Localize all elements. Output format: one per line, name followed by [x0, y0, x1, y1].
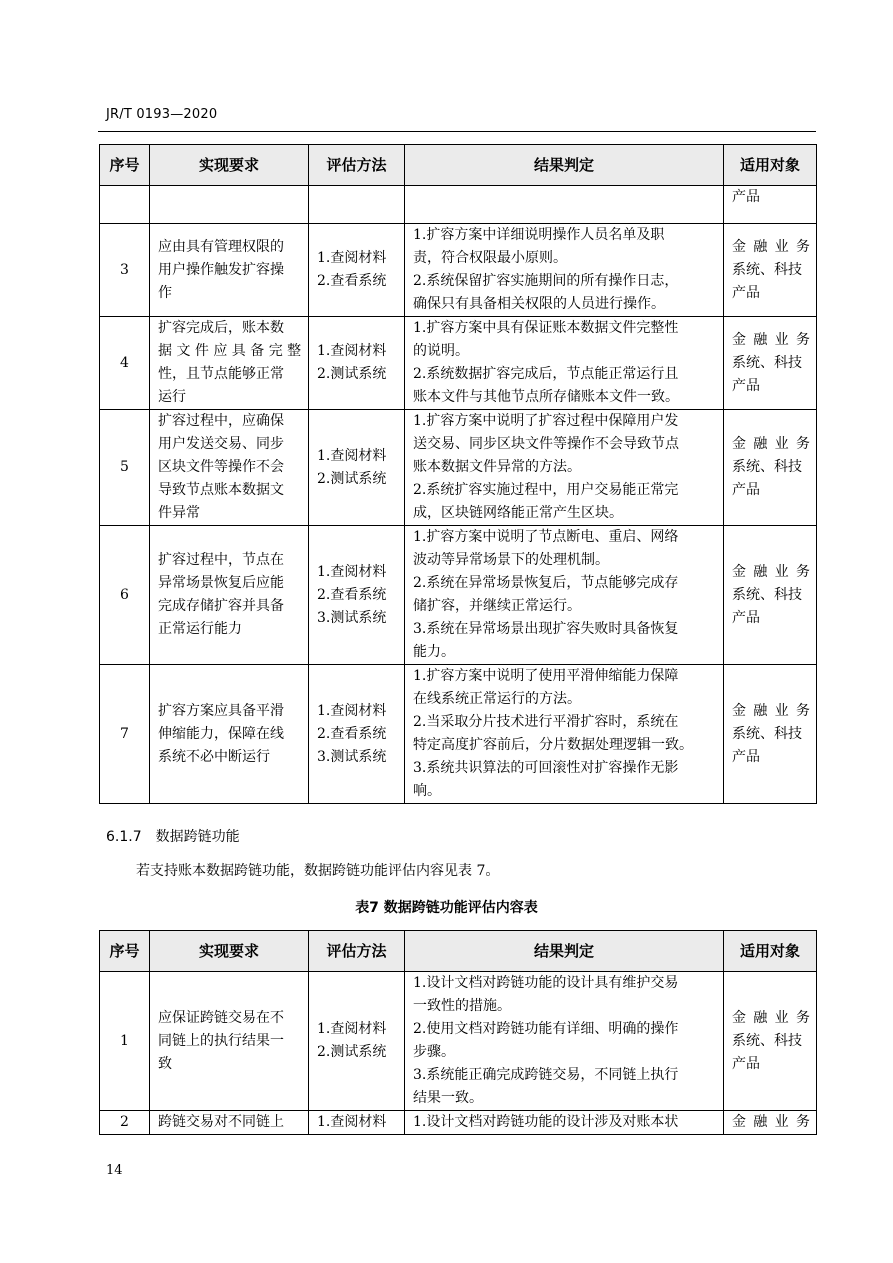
target-line: 金 融 业 务	[732, 436, 810, 452]
result-line: 2.当采取分片技术进行平滑扩容时，系统在	[413, 714, 679, 730]
requirement-line: 扩容完成后，账本数	[158, 320, 284, 336]
result-line: 响。	[413, 783, 441, 799]
result-line: 3.系统能正确完成跨链交易，不同链上执行	[413, 1067, 679, 1083]
result-line: 确保只有具备相关权限的人员进行操作。	[413, 296, 665, 312]
result-line: 1.扩容方案中说明了使用平滑伸缩能力保障	[413, 668, 679, 684]
result-line: 1.扩容方案中说明了节点断电、重启、网络	[413, 529, 679, 545]
requirement-line: 扩容过程中，应确保	[158, 413, 284, 429]
requirement-line: 运行	[158, 389, 186, 405]
result-line: 储扩容，并继续正常运行。	[413, 598, 581, 614]
requirement-line: 导致节点账本数据文	[158, 482, 284, 498]
target-line: 产品	[732, 1055, 760, 1072]
method-line: 2.测试系统	[317, 366, 387, 382]
cell-target	[724, 526, 817, 665]
result-line: 2.系统数据扩容完成后，节点能正常运行且	[413, 366, 679, 382]
row-number: 3	[120, 261, 129, 278]
table-row	[100, 410, 817, 526]
table-caption: 表7 数据跨链功能评估内容表	[355, 900, 538, 916]
page-number: 14	[106, 1163, 123, 1178]
table-row-continuation	[100, 186, 817, 224]
target-line: 金 融 业 务	[732, 238, 810, 255]
table-row	[100, 526, 817, 665]
cell-method	[309, 665, 405, 804]
table-header-row	[100, 145, 817, 186]
target-line: 系统、科技	[732, 354, 802, 371]
cell-requirement	[150, 526, 309, 665]
cell-requirement	[150, 410, 309, 526]
cell-target	[724, 1111, 817, 1135]
cell-target	[724, 186, 817, 224]
cell-num	[100, 410, 150, 526]
column-header-method: 评估方法	[309, 145, 405, 186]
result-line: 账本文件与其他节点所存储账本文件一致。	[413, 389, 679, 405]
cell-target	[724, 224, 817, 317]
section-number: 6.1.7	[106, 829, 142, 845]
requirement-line: 区块文件等操作不会	[158, 459, 284, 475]
requirement-line: 完成存储扩容并具备	[158, 598, 284, 614]
result-line: 特定高度扩容前后，分片数据处理逻辑一致。	[413, 737, 693, 753]
method-line: 2.测试系统	[317, 1044, 387, 1060]
target-line: 金 融 业 务	[732, 702, 810, 719]
requirement-line: 同链上的执行结果一	[158, 1032, 284, 1049]
method-line: 1.查阅材料	[317, 250, 387, 266]
method-line: 2.测试系统	[317, 470, 387, 487]
requirement-line: 用户操作触发扩容操	[158, 261, 284, 278]
cell-result	[405, 224, 724, 317]
table-header-row	[100, 931, 817, 972]
method-line: 1.查阅材料	[317, 702, 387, 719]
row-number: 1	[120, 1032, 129, 1049]
column-header-method: 评估方法	[309, 931, 405, 972]
target-line: 系统、科技	[732, 1032, 802, 1049]
cell-method	[309, 410, 405, 526]
target-line: 金 融 业 务	[732, 1009, 810, 1026]
row-number: 6	[120, 586, 129, 603]
result-line: 1.扩容方案中详细说明操作人员名单及职	[413, 227, 665, 243]
method-line: 1.查阅材料	[317, 447, 387, 464]
result-line: 2.系统扩容实施过程中，用户交易能正常完	[413, 482, 679, 498]
method-line: 3.测试系统	[317, 748, 387, 765]
requirement-line: 性，且节点能够正常	[158, 366, 284, 382]
cell-target	[724, 665, 817, 804]
target-line: 金 融 业 务	[732, 1114, 810, 1130]
requirement-line: 作	[158, 284, 172, 301]
body-paragraph: 若支持账本数据跨链功能，数据跨链功能评估内容见表 7。	[136, 863, 500, 879]
cell-result	[405, 186, 724, 224]
cell-result	[405, 526, 724, 665]
cell-target	[724, 410, 817, 526]
column-header-requirement: 实现要求	[150, 145, 309, 186]
requirement-line: 据 文 件 应 具 备 完 整	[158, 343, 302, 359]
column-header-target: 适用对象	[724, 145, 817, 186]
standard-id: JR/T 0193—2020	[106, 107, 218, 122]
requirement-line: 应由具有管理权限的	[158, 238, 284, 255]
row-number: 7	[120, 725, 129, 742]
cell-num	[100, 224, 150, 317]
requirement-line: 用户发送交易、同步	[158, 436, 284, 452]
cell-method	[309, 317, 405, 410]
requirement-line: 系统不必中断运行	[158, 748, 270, 765]
result-line: 1.扩容方案中具有保证账本数据文件完整性	[413, 320, 679, 336]
requirement-line: 致	[158, 1055, 172, 1072]
method-line: 2.查看系统	[317, 273, 387, 289]
target-line: 产品	[732, 189, 760, 205]
result-line: 结果一致。	[413, 1090, 483, 1106]
cell-method	[309, 972, 405, 1111]
cross-chain-assessment-table	[99, 930, 817, 1135]
cell-requirement	[150, 972, 309, 1111]
result-line: 责，符合权限最小原则。	[413, 250, 567, 266]
result-line: 送交易、同步区块文件等操作不会导致节点	[413, 436, 679, 452]
cell-target	[724, 972, 817, 1111]
column-header-target: 适用对象	[724, 931, 817, 972]
column-header-num: 序号	[100, 145, 150, 186]
cell-num	[100, 317, 150, 410]
requirement-line: 扩容过程中，节点在	[158, 552, 284, 568]
column-header-requirement: 实现要求	[150, 931, 309, 972]
result-line: 账本数据文件异常的方法。	[413, 459, 581, 475]
requirement-line: 伸缩能力，保障在线	[158, 725, 284, 742]
result-line: 2.系统在异常场景恢复后，节点能够完成存	[413, 575, 679, 591]
requirement-line: 应保证跨链交易在不	[158, 1009, 284, 1026]
cell-requirement	[150, 1111, 309, 1135]
result-line: 成，区块链网络能正常产生区块。	[413, 505, 623, 521]
result-line: 2.使用文档对跨链功能有详细、明确的操作	[413, 1021, 679, 1037]
cell-requirement	[150, 665, 309, 804]
target-line: 金 融 业 务	[732, 563, 810, 580]
cell-result	[405, 410, 724, 526]
row-number: 2	[120, 1114, 129, 1130]
section-title: 数据跨链功能	[155, 829, 240, 845]
cell-requirement	[150, 186, 309, 224]
target-line: 金 融 业 务	[732, 331, 810, 348]
cell-method	[309, 186, 405, 224]
target-line: 产品	[732, 482, 760, 498]
row-number: 5	[120, 459, 129, 475]
target-line: 产品	[732, 284, 760, 301]
method-line: 2.查看系统	[317, 725, 387, 742]
target-line: 系统、科技	[732, 261, 802, 278]
target-line: 产品	[732, 377, 760, 394]
cell-num	[100, 526, 150, 665]
result-line: 步骤。	[413, 1044, 455, 1060]
method-line: 1.查阅材料	[317, 1114, 387, 1130]
target-line: 产品	[732, 748, 760, 765]
cell-result	[405, 972, 724, 1111]
cell-result	[405, 665, 724, 804]
result-line: 1.扩容方案中说明了扩容过程中保障用户发	[413, 413, 679, 429]
table-row	[100, 972, 817, 1111]
table-row	[100, 224, 817, 317]
target-line: 产品	[732, 609, 760, 626]
cell-method	[309, 526, 405, 665]
requirement-line: 扩容方案应具备平滑	[158, 702, 284, 719]
cell-num	[100, 186, 150, 224]
method-line: 1.查阅材料	[317, 1021, 387, 1037]
result-line: 1.设计文档对跨链功能的设计涉及对账本状	[413, 1114, 679, 1130]
method-line: 1.查阅材料	[317, 343, 387, 359]
result-line: 一致性的措施。	[413, 998, 511, 1014]
requirement-line: 跨链交易对不同链上	[158, 1114, 284, 1130]
column-header-num: 序号	[100, 931, 150, 972]
method-line: 3.测试系统	[317, 609, 387, 626]
section-heading	[106, 826, 240, 846]
column-header-result: 结果判定	[405, 145, 724, 186]
table-row	[100, 1111, 817, 1135]
result-line: 能力。	[413, 644, 455, 660]
cell-requirement	[150, 317, 309, 410]
cell-num	[100, 665, 150, 804]
column-header-result: 结果判定	[405, 931, 724, 972]
result-line: 3.系统共识算法的可回滚性对扩容操作无影	[413, 760, 679, 776]
result-line: 波动等异常场景下的处理机制。	[413, 552, 609, 568]
cell-method	[309, 224, 405, 317]
cell-result	[405, 1111, 724, 1135]
table-row	[100, 317, 817, 410]
result-line: 3.系统在异常场景出现扩容失败时具备恢复	[413, 621, 679, 637]
method-line: 1.查阅材料	[317, 563, 387, 580]
requirement-line: 正常运行能力	[158, 621, 242, 637]
result-line: 2.系统保留扩容实施期间的所有操作日志，	[413, 273, 679, 289]
requirement-line: 件异常	[158, 505, 200, 521]
table-row	[100, 665, 817, 804]
header-rule	[98, 131, 816, 132]
cell-method	[309, 1111, 405, 1135]
assessment-table-continued	[99, 144, 817, 804]
cell-target	[724, 317, 817, 410]
result-line: 在线系统正常运行的方法。	[413, 691, 581, 707]
result-line: 1.设计文档对跨链功能的设计具有维护交易	[413, 975, 679, 991]
target-line: 系统、科技	[732, 459, 802, 475]
target-line: 系统、科技	[732, 725, 802, 742]
result-line: 的说明。	[413, 343, 469, 359]
cell-result	[405, 317, 724, 410]
cell-num	[100, 972, 150, 1111]
target-line: 系统、科技	[732, 586, 802, 603]
cell-num	[100, 1111, 150, 1135]
requirement-line: 异常场景恢复后应能	[158, 575, 284, 591]
cell-requirement	[150, 224, 309, 317]
method-line: 2.查看系统	[317, 586, 387, 603]
row-number: 4	[120, 354, 129, 371]
